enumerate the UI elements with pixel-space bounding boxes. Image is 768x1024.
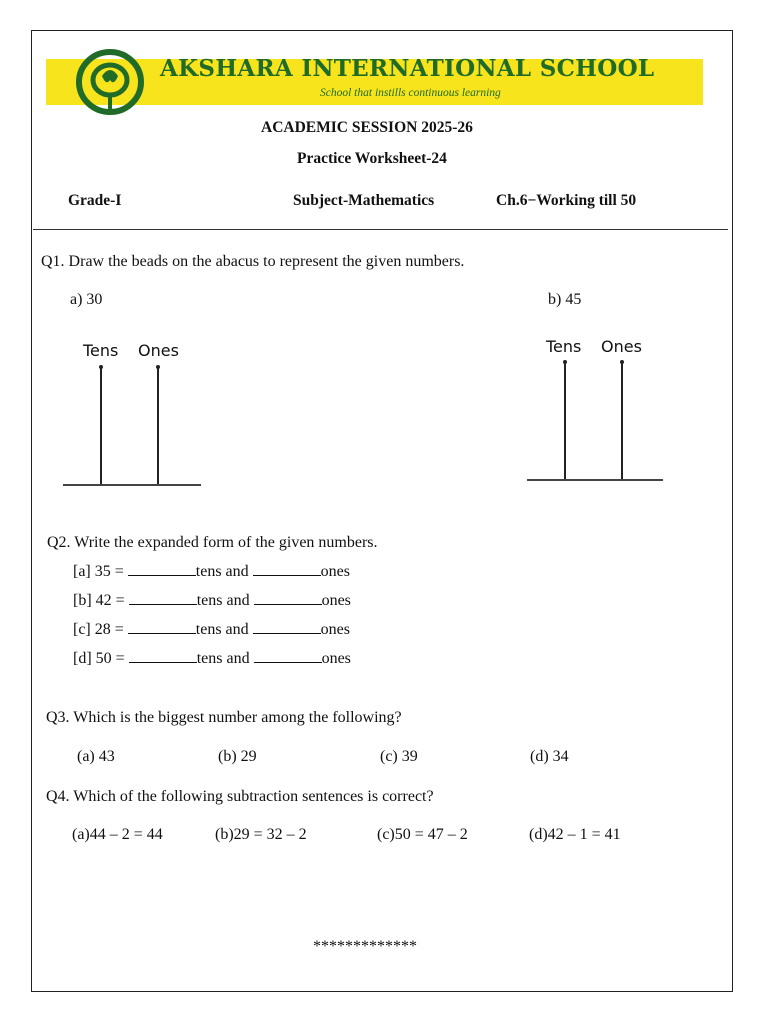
q4-option-b[interactable]: (b)29 = 32 – 2 <box>215 826 307 843</box>
abacus-a-ones-rod[interactable] <box>157 367 159 485</box>
chapter-label: Ch.6−Working till 50 <box>496 192 637 209</box>
abacus-a-ones-label: Ones <box>138 341 179 360</box>
q2-item-c <box>73 621 350 639</box>
abacus-b-ones-rod[interactable] <box>621 362 623 480</box>
q4-option-c[interactable]: (c)50 = 47 – 2 <box>377 826 468 843</box>
abacus-a-base <box>63 484 201 486</box>
session-title: ACADEMIC SESSION 2025-26 <box>261 119 473 136</box>
q2-item-prefix: [b] 42 = <box>73 592 129 609</box>
abacus-b-base <box>527 479 663 481</box>
ones-blank[interactable] <box>253 621 321 634</box>
abacus-b-tens-label: Tens <box>546 337 582 356</box>
q1-question: Q1. Draw the beads on the abacus to represent the given numbers. <box>41 253 465 270</box>
q2-item-mid: tens and <box>196 592 254 609</box>
footer-stars: ************* <box>313 938 417 955</box>
page-border <box>31 30 733 992</box>
school-logo-icon <box>74 46 146 118</box>
q2-item-end: ones <box>320 621 350 638</box>
q2-item-a <box>73 563 350 581</box>
q2-item-d <box>73 650 351 668</box>
tens-blank[interactable] <box>128 621 196 634</box>
q3-option-d[interactable]: (d) 34 <box>530 748 569 765</box>
q2-item-end: ones <box>321 592 351 609</box>
q2-item-prefix: [d] 50 = <box>73 650 129 667</box>
q1b-label: b) 45 <box>548 291 582 308</box>
q3-question: Q3. Which is the biggest number among the following? <box>46 709 402 726</box>
q1a-label: a) 30 <box>70 291 103 308</box>
ones-blank[interactable] <box>253 563 321 576</box>
q3-option-b[interactable]: (b) 29 <box>218 748 257 765</box>
q2-item-end: ones <box>320 563 350 580</box>
subject-label: Subject-Mathematics <box>293 192 435 209</box>
abacus-a-tens-label: Tens <box>83 341 119 360</box>
q2-item-mid: tens and <box>195 621 253 638</box>
abacus-b-tens-rod[interactable] <box>564 362 566 480</box>
q4-question: Q4. Which of the following subtraction sentences is correct? <box>46 788 434 805</box>
school-name: AKSHARA INTERNATIONAL SCHOOL <box>160 55 655 82</box>
q2-item-b <box>73 592 351 610</box>
q2-question: Q2. Write the expanded form of the given numbers. <box>47 534 378 551</box>
ones-blank[interactable] <box>254 650 322 663</box>
q2-item-mid: tens and <box>196 650 254 667</box>
q4-option-d[interactable]: (d)42 – 1 = 41 <box>529 826 621 843</box>
q3-option-a[interactable]: (a) 43 <box>77 748 115 765</box>
q2-item-end: ones <box>321 650 351 667</box>
tens-blank[interactable] <box>129 650 197 663</box>
grade-label: Grade-I <box>68 192 122 209</box>
school-tagline: School that instills continuous learning <box>320 87 501 99</box>
q2-item-mid: tens and <box>195 563 253 580</box>
abacus-b-ones-label: Ones <box>601 337 642 356</box>
q3-option-c[interactable]: (c) 39 <box>380 748 418 765</box>
q2-item-prefix: [c] 28 = <box>73 621 128 638</box>
tens-blank[interactable] <box>128 563 196 576</box>
q4-option-a[interactable]: (a)44 – 2 = 44 <box>72 826 163 843</box>
worksheet-title: Practice Worksheet-24 <box>297 150 447 167</box>
header-divider <box>33 229 728 230</box>
abacus-a-tens-rod[interactable] <box>100 367 102 485</box>
q2-item-prefix: [a] 35 = <box>73 563 128 580</box>
tens-blank[interactable] <box>129 592 197 605</box>
ones-blank[interactable] <box>254 592 322 605</box>
